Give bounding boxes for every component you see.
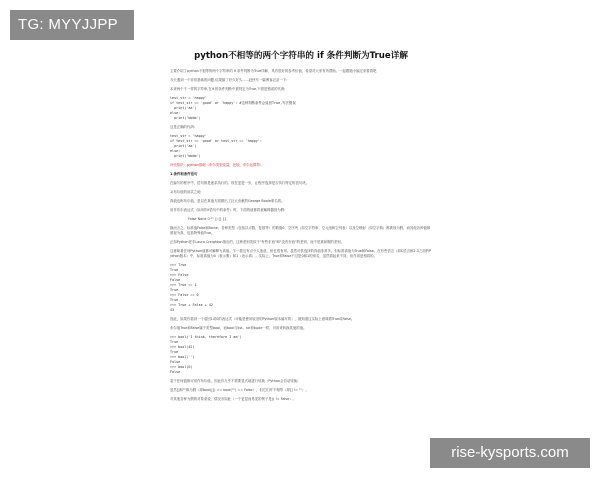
paragraph: 今天遇到一个非常基础的问题,结果搞了好久好久......赶快写一篇博客记录一下: — [170, 78, 288, 82]
paragraph: 主要介绍了python不相等的两个字符串的 if 条件判断为True详解，具有很好的参考价值，希望对大家有所帮助。一起跟随小编过来看看吧 — [170, 69, 377, 73]
paragraph: 真值也称布尔值，是以在真值方面做出了巨大贡献的George Boole命名的。 — [170, 199, 285, 203]
paragraph: 虽然[]和""都为假（即bool([]) == bool("") == False），但它们并不相等（即[] != ""）。 — [170, 388, 309, 392]
paragraph: 换而言之，标准值False和None、各种类型（包括浮点数、复数等）的数值0、空序列（如空字符串、空元组和空列表）以及空映射（如空字典）都被视为假，而其他各种值都被视为真，包括特殊值True。 — [170, 226, 431, 235]
paragraph: 对其他各种为假的对象来说，情况亦如此（一个更显而易见的例子是() != False）。 — [170, 397, 297, 401]
paragraph: 布尔值True和False属于类型bool，而bool与list、str和tuple一样，可用来转换其他的值。 — [170, 326, 307, 330]
watermark-tg-badge: TG: MYYJJPP — [10, 10, 134, 40]
code-block: >>> bool('I think, therefore I am') True >>> bool(42) True >>> bool('') False >>> bool(0) False — [170, 335, 242, 374]
document-title: python不相等的两个字符串的 if 条件判断为True详解 — [194, 51, 408, 61]
paragraph: 鉴于任何值都可用作布尔值，因此你几乎不需要显式地进行转换（Python会自动转换） — [170, 379, 301, 383]
code-block: >>> True True >>> False False >>> True == 1 True >>> False == 0 True >>> True + False + 42 43 — [170, 263, 213, 312]
paragraph: 这意味着任何Python值都可解释为真值。乍一看这有点令人迷惑，但也很有用。虽然可供选择的真值非常多，但标准真值为True和False。在有些语言（如C语言和2.3之前的Python版本）中，标准真值为0（表示假）和1（表示真）。实际上，True和False不过是0和1的别名，虽然看起来不同，但作用是相同的。 — [170, 249, 432, 258]
paragraph: 这是正确的代码: — [170, 125, 195, 129]
paragraph: False None 0 "" () [] {} — [188, 217, 227, 221]
paragraph: 在编写的程序中，语句都是逐条执行的。现在更进一步，让程序选择是否执行特定的语句块。 — [170, 181, 310, 185]
section-heading: 1.条件和条件语句 — [170, 172, 198, 176]
watermark-site-badge: rise-kysports.com — [430, 438, 590, 468]
document-page — [170, 50, 432, 430]
paragraph: 1)布尔值的用武之地 — [170, 190, 201, 194]
document-body — [170, 69, 432, 402]
paragraph: 本来两个不一样的字符串,在if 的条件判断中被判定为True,下面是错误的代码: — [170, 87, 286, 91]
paragraph: 正如Python老手Laura Creighton指出的，这种差别类似于"有些东西"和"没有东西"的差别，而不是真和假的差别。 — [170, 240, 345, 244]
paragraph: 因此，如果你看到一个返回1或0的表达式（可能是使用较旧的Python版本编写的），就知道这实际上意味着True或False。 — [170, 317, 355, 321]
paragraph: 用作布尔表达式（如用作if语句中的条件）时，下面的值都将被解释器视为假： — [170, 208, 288, 212]
code-block: test_str = 'happy' if test_str == 'good' or test_str == 'happy': print('aa') else: print('bbbb') — [170, 134, 262, 158]
highlight-heading: 补充知识：python基础（布尔类型变量，比较、布尔运算符） — [170, 163, 264, 167]
code-block: test_str = 'happy' if test_str == 'good' or 'happy': #这种判断条件会返回True,写法错误 print('aa') else: print('bbbb') — [170, 96, 296, 120]
